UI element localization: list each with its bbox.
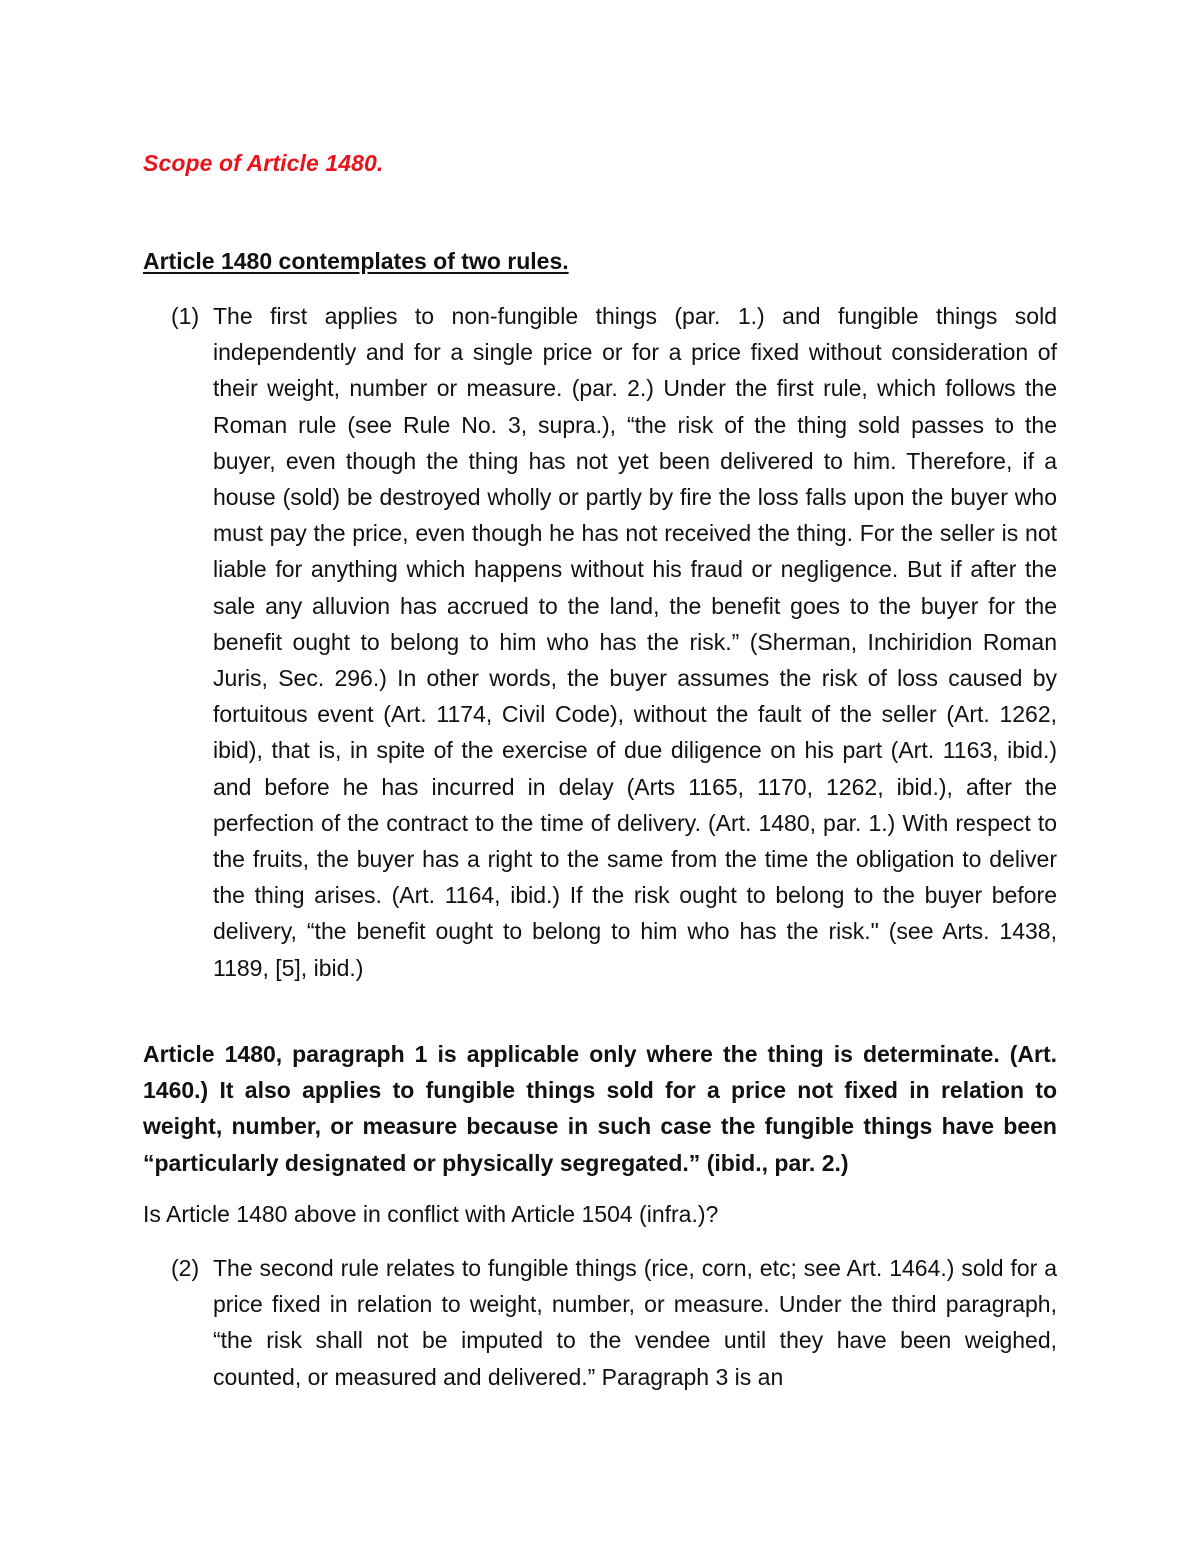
section-title: Scope of Article 1480.	[143, 150, 384, 176]
list-item-rule-1	[143, 298, 1057, 986]
list-item-rule-2	[143, 1250, 1057, 1395]
list-item-text: The first applies to non-fungible things (par. 1.) and fungible things sold independently and for a single price or for a price fixed without consideration of their weight, number or measure. (par. 2.) Under the first rule, which follows the Roman rule (see Rule No. 3, supra.), “the risk of the thing sold passes to the buyer, even though the thing has not yet been delivered to him. Therefore, if a house (sold) be destroyed wholly or partly by fire the loss falls upon the buyer who must pay the price, even though he has not received the thing. For the seller is not liable for anything which happens without his fraud or negligence. But if after the sale any alluvion has accrued to the land, the benefit goes to the buyer for the benefit ought to belong to him who has the risk.” (Sherman, Inchiridion Roman Juris, Sec. 296.) In other words, the buyer assumes the risk of loss caused by fortuitous event (Art. 1174, Civil Code), without the fault of the seller (Art. 1262, ibid), that is, in spite of the exercise of due diligence on his part (Art. 1163, ibid.) and before he has incurred in delay (Arts 1165, 1170, 1262, ibid.), after the perfection of the contract to the time of delivery. (Art. 1480, par. 1.) With respect to the fruits, the buyer has a right to the same from the time the obligation to deliver the thing arises. (Art. 1164, ibid.) If the risk ought to belong to the buyer before delivery, “the benefit ought to belong to him who has the risk." (see Arts. 1438, 1189, [5], ibid.)	[213, 303, 1057, 981]
bold-paragraph: Article 1480, paragraph 1 is applicable only where the thing is determinate. (Art. 1460.) It also applies to fungible things sold for a price not fixed in relation to weight, number, or measure because in such case the fungible things have been “particularly designated or physically segregated.” (ibid., par. 2.)	[143, 1041, 1057, 1176]
list-item-number: (1)	[171, 303, 200, 329]
section-subheading: Article 1480 contemplates of two rules.	[143, 248, 569, 274]
list-item-text: The second rule relates to fungible things (rice, corn, etc; see Art. 1464.) sold for a price fixed in relation to weight, number, or measure. Under the third paragraph, “the risk shall not be imputed to the vendee until they have been weighed, counted, or measured and delivered.” Paragraph 3 is an	[213, 1255, 1057, 1390]
question-paragraph: Is Article 1480 above in conflict with Article 1504 (infra.)?	[143, 1201, 719, 1227]
list-item-number: (2)	[171, 1255, 200, 1281]
